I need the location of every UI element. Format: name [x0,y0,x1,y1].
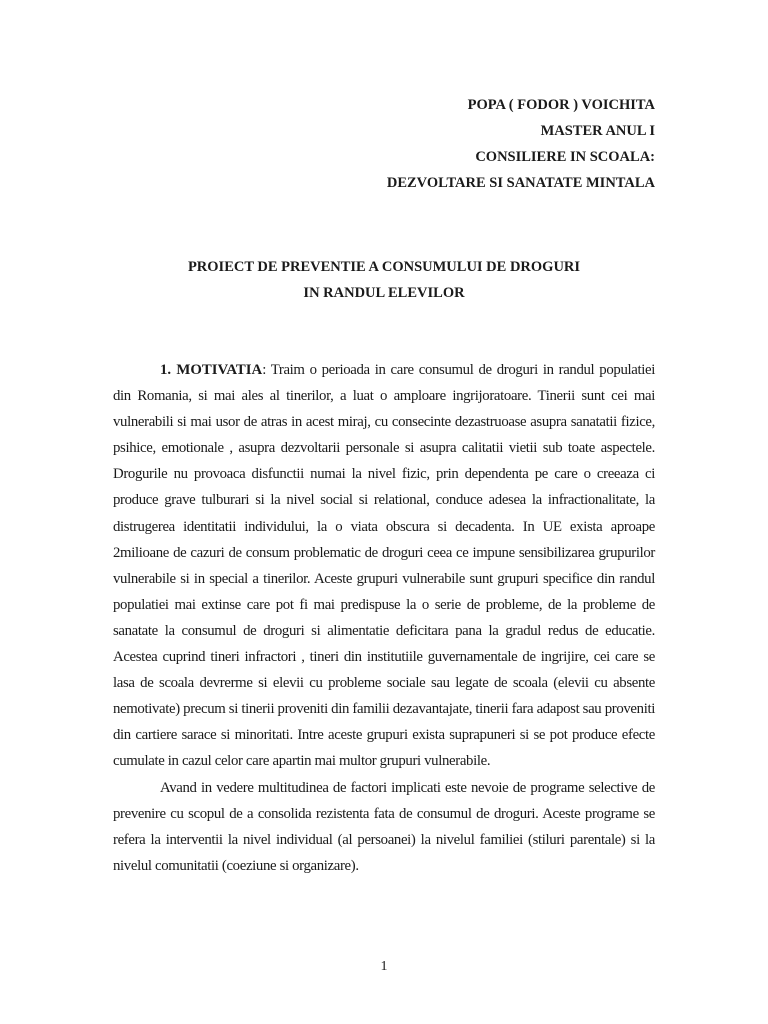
motivation-paragraph-text: : Traim o perioada in care consumul de droguri in randul populatiei din Romania, si mai ales al tinerilor, a luat o amploare ingrijoratoare. Tinerii sunt cei mai vulnerabili si mai usor de atras in acest miraj, cu consecinte dezastruoase asupra sanatatii fizice, psihice, emotionale , asupra dezvoltarii personale si asupra calitatii vietii sub toate aspectele. Drogurile nu provoaca disfunctii numai la nivel fizic, prin dependenta pe care o creeaza ci produce grave tulburari si la nivel social si relational, conduce adesea la infractionalitate, la distrugerea identitatii individului, la o viata obscura si decadenta. In UE exista aproape 2milioane de cazuri de consum problematic de droguri ceea ce impune sensibilizarea grupurilor vulnerabile si in special a tinerilor. Aceste grupuri vulnerabile sunt grupuri specifice din randul populatiei mai extinse care pot fi mai predispuse la o serie de probleme, de la probleme de sanatate la consumul de droguri si alimentatie deficitara pana la gradul redus de educatie. Acestea cuprind tineri infractori , tineri din institutiile guvernamentale de ingrijire, cei care se lasa de scoala devrerme si elevii cu probleme sociale sau legate de scoala (elevii cu absente nemotivate) precum si tinerii proveniti din familii dezavantajate, tinerii fara adapost sau proveniti din cartiere sarace si minoritati. Intre aceste grupuri exista suprapuneri si se pot produce efecte cumulate in cazul celor care apartin mai multor grupuri vulnerabile. [113,362,655,770]
motivation-paragraph [113,357,655,775]
title-line-2: IN RANDUL ELEVILOR [303,285,465,301]
document-title [0,254,768,306]
program-name-line1: CONSILIERE IN SCOALA: [475,149,655,165]
section-heading-motivation: 1. MOTIVATIA [160,362,263,378]
page-number: 1 [380,959,388,974]
author-name: POPA ( FODOR ) VOICHITA [467,97,655,113]
title-line-1: PROIECT DE PREVENTIE A CONSUMULUI DE DROGURI [187,259,581,275]
author-header [387,92,655,196]
program-name-line2: DEZVOLTARE SI SANATATE MINTALA [386,175,655,191]
document-body [113,357,655,879]
program-year: MASTER ANUL I [540,123,655,139]
programs-paragraph: Avand in vedere multitudinea de factori implicati este nevoie de programe selective de prevenire cu scopul de a consolida rezistenta fata de consumul de droguri. Aceste programe se refera la interventii la nivel individual (al persoanei) la nivelul familiei (stiluri parentale) si la nivelul comunitatii (coeziune si organizare). [113,779,655,874]
